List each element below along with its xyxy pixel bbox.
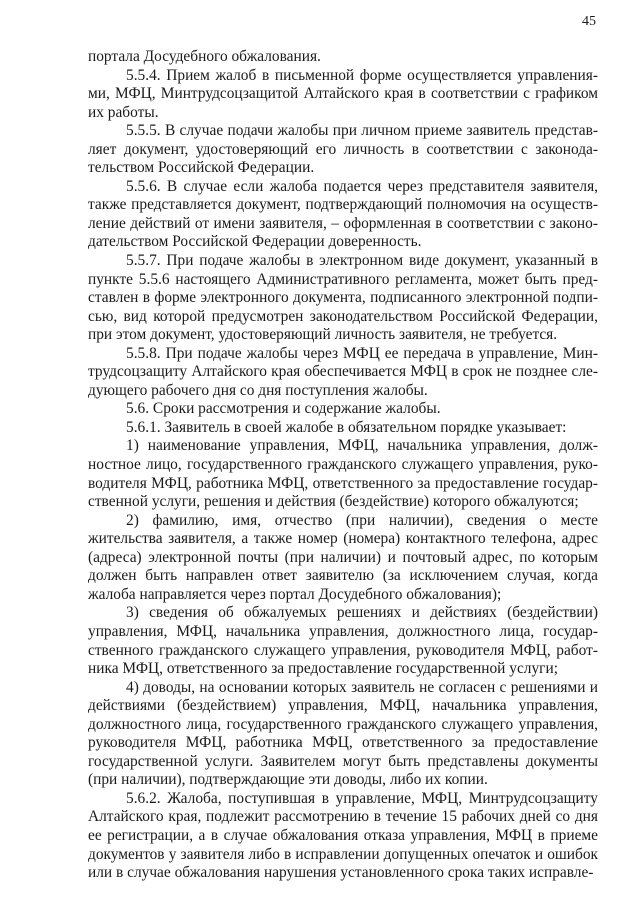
paragraph-5-5-4: 5.5.4. Прием жалоб в письменной форме осуществляется управлениями, МФЦ, Минтрудсоцзащитой Алтайского края в соответствии с графиком их работы. xyxy=(88,66,598,121)
section-heading-5-6: 5.6. Сроки рассмотрения и содержание жалобы. xyxy=(126,400,441,418)
list-item-1: 1) наименование управления, МФЦ, начальника управления, должностное лицо, государственного гражданского служащего управления, руководителя МФЦ, работника МФЦ, ответственного за предоставление государственной услуги, решения и действия (бездействие) которого обжалуются; xyxy=(88,437,598,511)
paragraph-5-5-5: 5.5.5. В случае подачи жалобы при личном приеме заявитель представляет документ, удостоверяющий его личность в соответствии с законодательством Российской Федерации. xyxy=(88,122,598,177)
list-item-2: 2) фамилию, имя, отчество (при наличии), сведения о месте жительства заявителя, а также номер (номера) контактного телефона, адрес (адреса) электронной почты (при наличии) и почтовый адрес, по которым должен быть направлен ответ заявителю (за исключением случая, когда жалоба направляется через портал Досудебного обжалования); xyxy=(88,511,598,603)
paragraph-5-6-2: 5.6.2. Жалоба, поступившая в управление, МФЦ, Минтрудсоцзащиту Алтайского края, подлежит рассмотрению в течение 15 рабочих дней со дня ее регистрации, а в случае обжалования отказа управления, МФЦ в приеме документов у заявителя либо в исправлении допущенных опечаток и ошибок или в случае обжалования нарушения установленного срока таких исправле- xyxy=(88,789,598,882)
list-item-4: 4) доводы, на основании которых заявитель не согласен с решениями и действиями (бездействием) управления, МФЦ, начальника управления, должностного лица, государственного гражданского служащего управления, руководителя МФЦ, работника МФЦ, ответственного за предоставление государственной услуги. Заявителем могут быть представлены документы (при наличии), подтверждающие эти доводы, либо их копии. xyxy=(88,678,598,789)
page-number: 45 xyxy=(582,14,596,29)
list-item-3: 3) сведения об обжалуемых решениях и действиях (бездействии) управления, МФЦ, начальника управления, должностного лица, государственного гражданского служащего управления, руководителя МФЦ, работника МФЦ, ответственного за предоставление государственной услуги; xyxy=(88,604,598,678)
paragraph-5-5-6: 5.5.6. В случае если жалоба подается через представителя заявителя, также представляется документ, подтверждающий полномочия на осуществление действий от имени заявителя, – оформленная в соответствии с законодательством Российской Федерации доверенность. xyxy=(88,177,598,251)
paragraph-5-5-8: 5.5.8. При подаче жалобы через МФЦ ее передача в управление, Минтрудсоцзащиту Алтайского края обеспечивается МФЦ в срок не позднее следующего рабочего дня со дня поступления жалобы. xyxy=(88,344,598,399)
paragraph-continuation: портала Досудебного обжалования. xyxy=(88,48,321,65)
body-text xyxy=(88,48,598,883)
paragraph-5-6-1: 5.6.1. Заявитель в своей жалобе в обязательном порядке указывает: xyxy=(126,418,567,436)
paragraph-5-5-7: 5.5.7. При подаче жалобы в электронном виде документ, указанный в пункте 5.5.6 настоящего Административного регламента, может быть представлен в форме электронного документа, подписанного электронной подписью, вид которой предусмотрен законодательством Российской Федерации, при этом документ, удостоверяющий личность заявителя, не требуется. xyxy=(88,252,598,344)
